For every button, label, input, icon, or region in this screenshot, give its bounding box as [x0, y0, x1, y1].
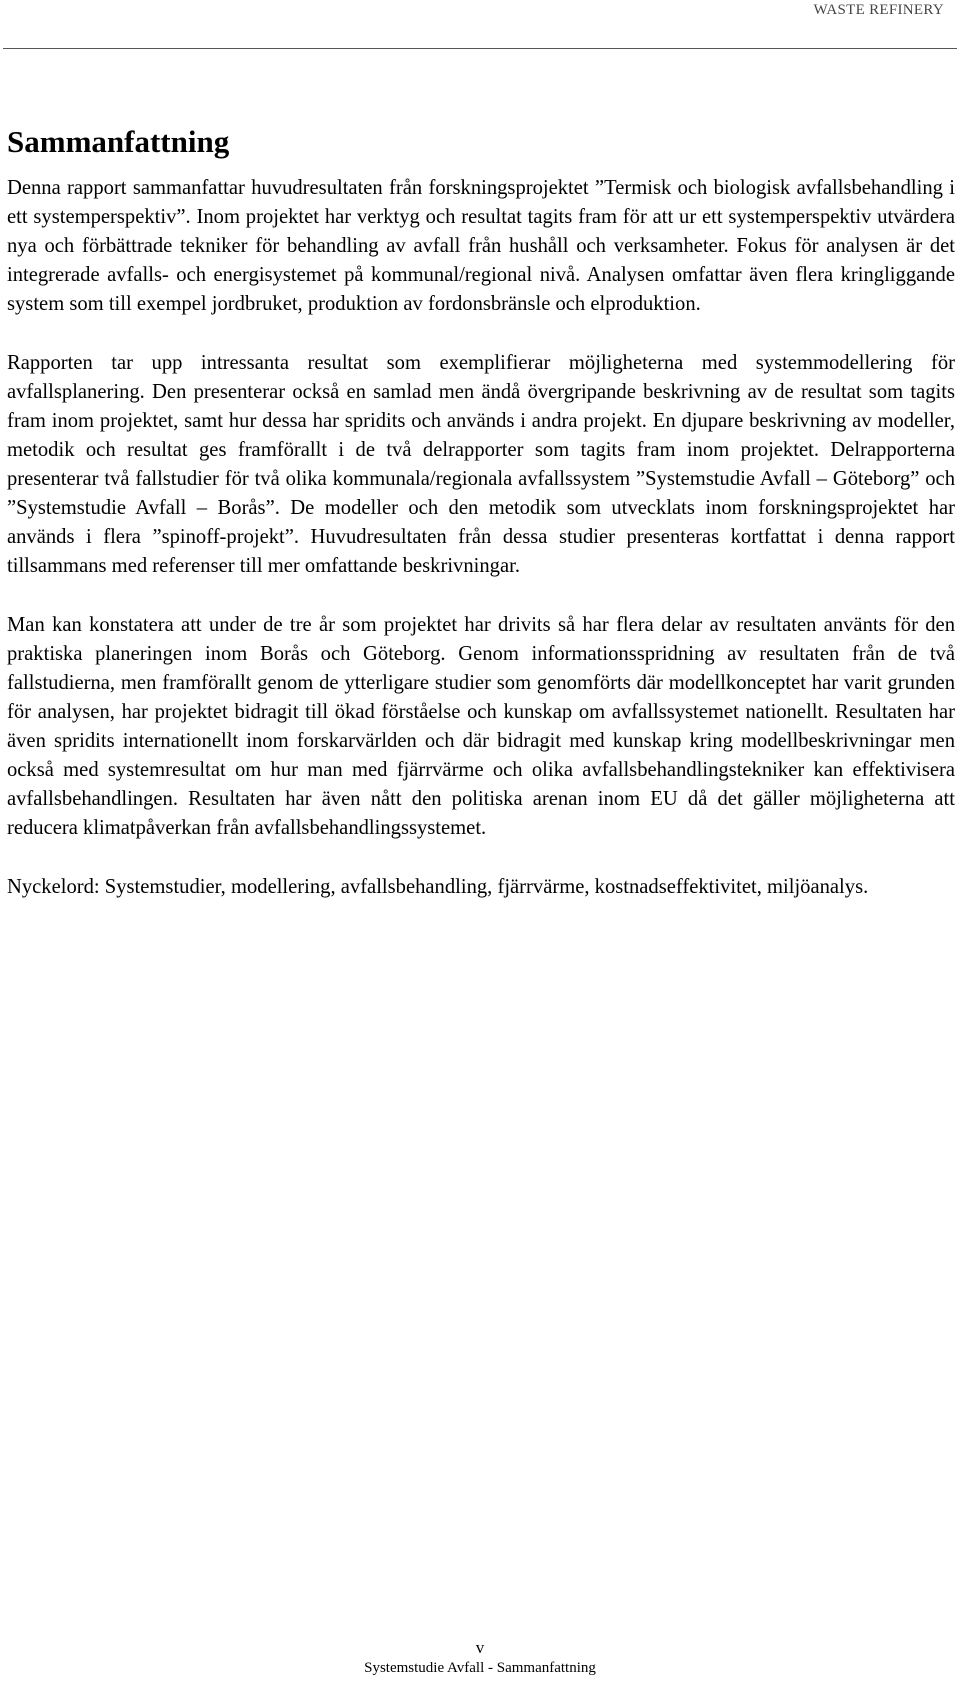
summary-paragraph-3: Man kan konstatera att under de tre år som projektet har drivits så har flera delar av resultaten använts för den praktiska planeringen inom Borås och Göteborg. Genom informationsspridning av resultaten från de två fallstudierna, men framförallt genom de ytterligare studier som genomförts där modellkonceptet har varit grunden för analysen, har projektet bidragit till ökad förståelse och kunskap om avfallssystemet nationellt. Resultaten har även spridits internationellt inom forskarvärlden och där bidragit med kunskap kring modellbeskrivningar men också med systemresultat om hur man med fjärrvärme och olika avfallsbehandlingstekniker kan effektivisera avfallsbehandlingen. Resultaten har även nått den politiska arenan inom EU då det gäller möjligheterna att reducera klimatpåverkan från avfallsbehandlingssystemet.: [7, 614, 955, 839]
section-heading: Sammanfattning: [7, 124, 230, 159]
header-divider: [3, 48, 957, 49]
keywords-paragraph: Nyckelord: Systemstudier, modellering, avfallsbehandling, fjärrvärme, kostnadseffektivitet, miljöanalys.: [7, 876, 869, 898]
page-number: v: [475, 1638, 485, 1657]
document-body: [7, 120, 955, 932]
summary-paragraph-1: Denna rapport sammanfattar huvudresultaten från forskningsprojektet ”Termisk och biologisk avfallsbehandling i ett systemperspektiv”. Inom projektet har verktyg och resultat tagits fram för att ur ett systemperspektiv utvärdera nya och förbättrade tekniker för behandling av avfall från hushåll och verksamheter. Fokus för analysen är det integrerade avfalls- och energisystemet på kommunal/regional nivå. Analysen omfattar även flera kringliggande system som till exempel jordbruket, produktion av fordonsbränsle och elproduktion.: [7, 177, 955, 315]
running-header-title: WASTE REFINERY: [813, 2, 944, 18]
summary-paragraph-2: Rapporten tar upp intressanta resultat som exemplifierar möjligheterna med systemmodellering för avfallsplanering. Den presenterar också en samlad men ändå övergripande beskrivning av de resultat som tagits fram inom projektet, samt hur dessa har spridits och används i andra projekt. En djupare beskrivning av modeller, metodik och resultat ges framförallt i de två delrapporter som tagits fram inom projektet. Delrapporterna presenterar två fallstudier för två olika kommunala/regionala avfallssystem ”Systemstudie Avfall – Göteborg” och ”Systemstudie Avfall – Borås”. De modeller och den metodik som utvecklats inom forskningsprojektet har används i flera ”spinoff-projekt”. Huvudresultaten från dessa studier presenteras kortfattat i denna rapport tillsammans med referenser till mer omfattande beskrivningar.: [7, 352, 955, 577]
footer-title: Systemstudie Avfall - Sammanfattning: [364, 1660, 596, 1676]
